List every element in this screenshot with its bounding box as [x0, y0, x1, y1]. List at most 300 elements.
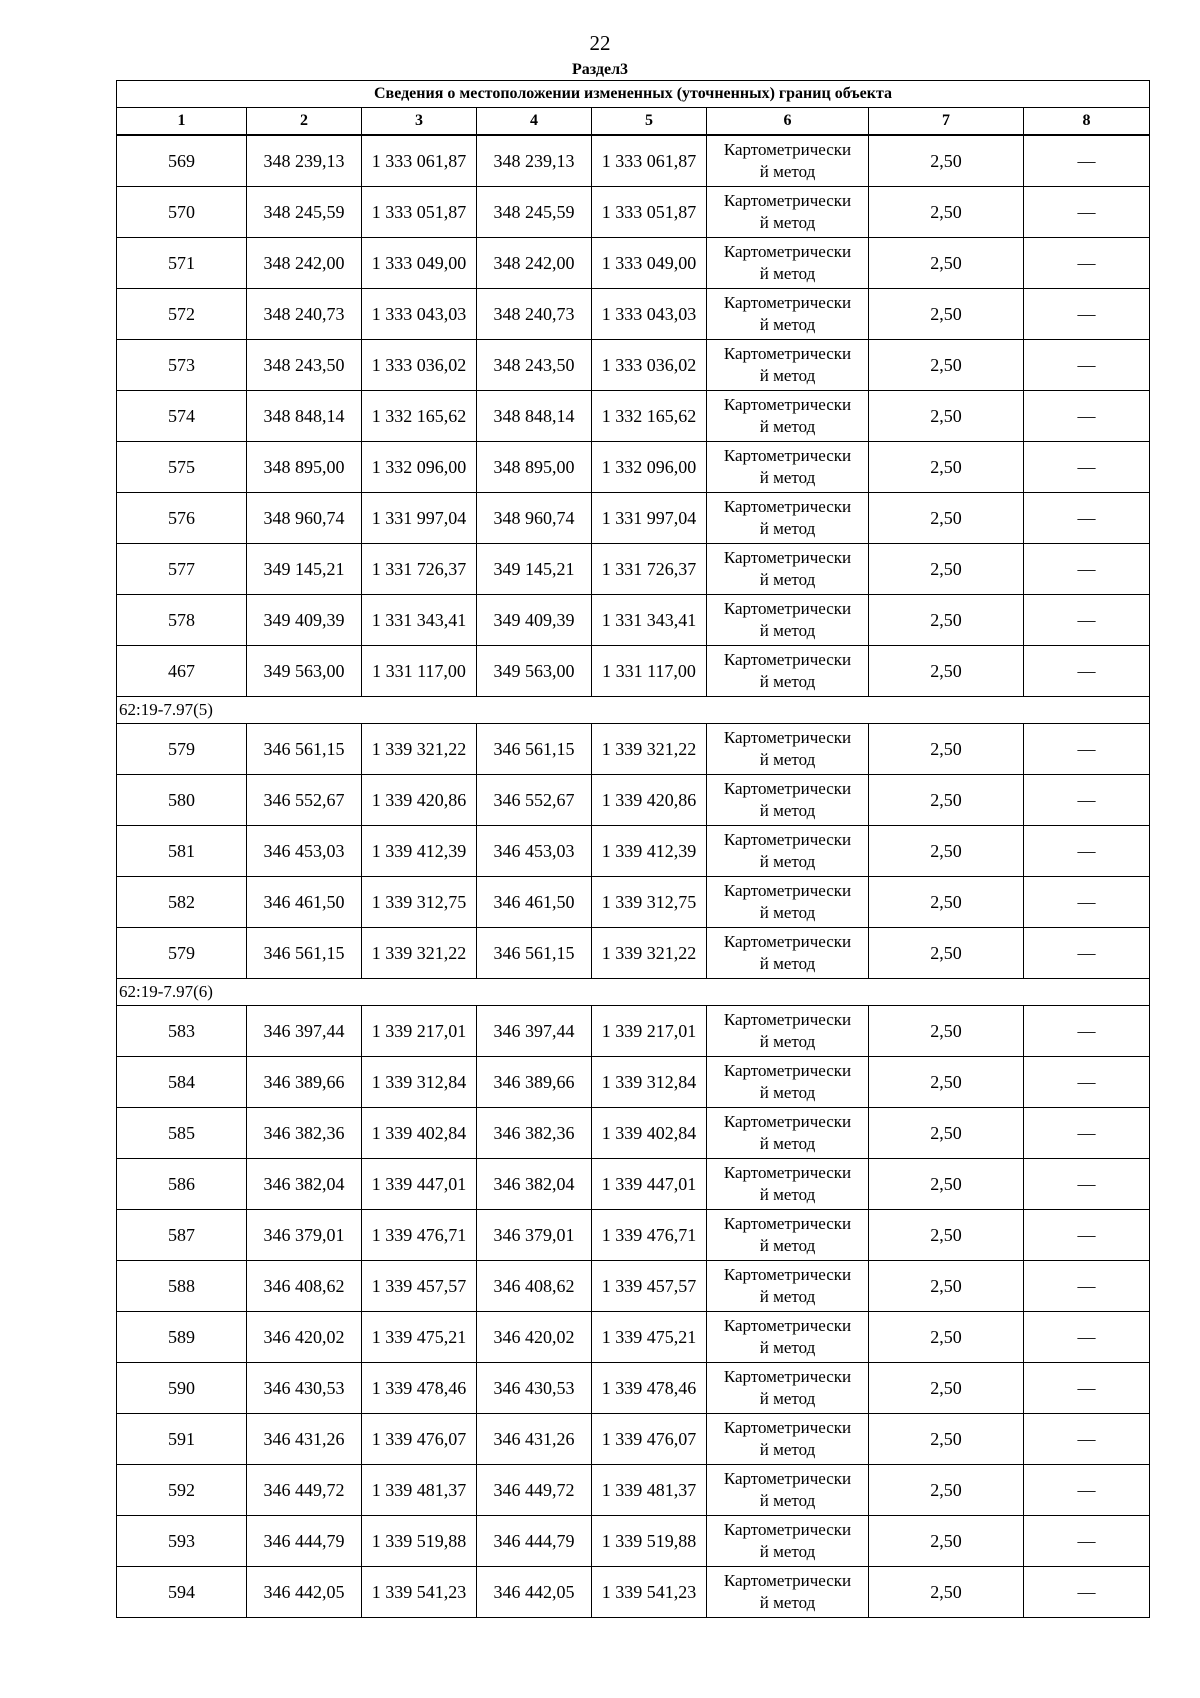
description-cell: — [1024, 187, 1150, 238]
y-new-cell: 1 333 051,87 [592, 187, 707, 238]
x-existing-cell: 346 430,53 [247, 1363, 362, 1414]
y-new-cell: 1 339 476,71 [592, 1210, 707, 1261]
method-cell [707, 493, 869, 544]
description-cell: — [1024, 1159, 1150, 1210]
description-cell: — [1024, 1261, 1150, 1312]
x-existing-cell: 348 245,59 [247, 187, 362, 238]
table-row [117, 1465, 1150, 1516]
method-line: Картометрически [723, 1520, 852, 1539]
description-cell: — [1024, 442, 1150, 493]
method-line: Картометрически [723, 1163, 852, 1182]
x-new-cell: 348 242,00 [477, 238, 592, 289]
table-row [117, 1567, 1150, 1618]
x-existing-cell: 348 242,00 [247, 238, 362, 289]
y-existing-cell: 1 331 117,00 [362, 646, 477, 697]
y-new-cell: 1 331 117,00 [592, 646, 707, 697]
table-row [117, 289, 1150, 340]
group-label: 62:19-7.97(6) [117, 979, 1150, 1006]
page-number: 22 [589, 31, 611, 55]
method-cell [707, 1210, 869, 1261]
method-line: й метод [759, 315, 816, 334]
x-new-cell: 346 461,50 [477, 877, 592, 928]
method-line: й метод [759, 1593, 816, 1612]
x-existing-cell: 346 389,66 [247, 1057, 362, 1108]
method-cell [707, 544, 869, 595]
point-number-cell: 592 [117, 1465, 247, 1516]
y-new-cell: 1 339 447,01 [592, 1159, 707, 1210]
x-new-cell: 349 563,00 [477, 646, 592, 697]
method-cell [707, 1261, 869, 1312]
y-new-cell: 1 339 412,39 [592, 826, 707, 877]
x-existing-cell: 348 895,00 [247, 442, 362, 493]
table-row [117, 1006, 1150, 1057]
y-existing-cell: 1 331 726,37 [362, 544, 477, 595]
method-line: Картометрически [723, 1214, 852, 1233]
point-number-cell: 587 [117, 1210, 247, 1261]
accuracy-cell: 2,50 [869, 1312, 1024, 1363]
description-cell: — [1024, 340, 1150, 391]
x-new-cell: 346 442,05 [477, 1567, 592, 1618]
x-new-cell: 346 561,15 [477, 928, 592, 979]
y-existing-cell: 1 339 519,88 [362, 1516, 477, 1567]
y-existing-cell: 1 339 321,22 [362, 928, 477, 979]
y-existing-cell: 1 332 165,62 [362, 391, 477, 442]
y-new-cell: 1 332 096,00 [592, 442, 707, 493]
accuracy-cell: 2,50 [869, 775, 1024, 826]
point-number-cell: 576 [117, 493, 247, 544]
y-new-cell: 1 339 541,23 [592, 1567, 707, 1618]
x-new-cell: 346 552,67 [477, 775, 592, 826]
y-new-cell: 1 339 476,07 [592, 1414, 707, 1465]
table-row [117, 877, 1150, 928]
point-number-cell: 590 [117, 1363, 247, 1414]
x-new-cell: 346 453,03 [477, 826, 592, 877]
x-existing-cell: 346 420,02 [247, 1312, 362, 1363]
description-cell: — [1024, 238, 1150, 289]
method-cell [707, 187, 869, 238]
method-line: й метод [759, 417, 816, 436]
accuracy-cell: 2,50 [869, 877, 1024, 928]
description-cell: — [1024, 877, 1150, 928]
x-existing-cell: 346 444,79 [247, 1516, 362, 1567]
column-number-row [117, 108, 1150, 136]
x-new-cell: 349 145,21 [477, 544, 592, 595]
point-number-cell: 581 [117, 826, 247, 877]
table-row [117, 775, 1150, 826]
table-row [117, 595, 1150, 646]
y-new-cell: 1 339 321,22 [592, 724, 707, 775]
x-new-cell: 346 449,72 [477, 1465, 592, 1516]
method-cell [707, 289, 869, 340]
description-cell: — [1024, 1363, 1150, 1414]
method-line: й метод [759, 1236, 816, 1255]
point-number-cell: 571 [117, 238, 247, 289]
method-line: й метод [759, 903, 816, 922]
x-new-cell: 348 243,50 [477, 340, 592, 391]
x-existing-cell: 346 382,36 [247, 1108, 362, 1159]
accuracy-cell: 2,50 [869, 187, 1024, 238]
coordinates-table [116, 80, 1150, 1618]
method-cell [707, 775, 869, 826]
method-line: Картометрически [723, 1112, 852, 1131]
accuracy-cell: 2,50 [869, 289, 1024, 340]
x-new-cell: 346 444,79 [477, 1516, 592, 1567]
column-number: 7 [869, 108, 1024, 136]
y-new-cell: 1 331 343,41 [592, 595, 707, 646]
table-row [117, 493, 1150, 544]
table-row [117, 1057, 1150, 1108]
point-number-cell: 594 [117, 1567, 247, 1618]
method-line: Картометрически [723, 1367, 852, 1386]
y-existing-cell: 1 339 541,23 [362, 1567, 477, 1618]
point-number-cell: 585 [117, 1108, 247, 1159]
x-existing-cell: 349 145,21 [247, 544, 362, 595]
method-line: й метод [759, 1287, 816, 1306]
method-line: Картометрически [723, 599, 852, 618]
x-existing-cell: 346 552,67 [247, 775, 362, 826]
point-number-cell: 572 [117, 289, 247, 340]
method-line: Картометрически [723, 293, 852, 312]
column-number: 1 [117, 108, 247, 136]
y-existing-cell: 1 331 997,04 [362, 493, 477, 544]
y-existing-cell: 1 339 476,07 [362, 1414, 477, 1465]
column-number: 2 [247, 108, 362, 136]
method-line: й метод [759, 366, 816, 385]
method-cell [707, 1108, 869, 1159]
y-existing-cell: 1 332 096,00 [362, 442, 477, 493]
point-number-cell: 586 [117, 1159, 247, 1210]
method-line: й метод [759, 1083, 816, 1102]
point-number-cell: 467 [117, 646, 247, 697]
y-existing-cell: 1 339 412,39 [362, 826, 477, 877]
method-line: й метод [759, 1440, 816, 1459]
x-new-cell: 348 245,59 [477, 187, 592, 238]
point-number-cell: 593 [117, 1516, 247, 1567]
x-new-cell: 346 379,01 [477, 1210, 592, 1261]
method-cell [707, 135, 869, 187]
table-caption-row [117, 81, 1150, 108]
x-new-cell: 346 382,04 [477, 1159, 592, 1210]
description-cell: — [1024, 646, 1150, 697]
accuracy-cell: 2,50 [869, 1159, 1024, 1210]
method-cell [707, 340, 869, 391]
accuracy-cell: 2,50 [869, 340, 1024, 391]
section-title: Раздел3 [571, 61, 629, 78]
accuracy-cell: 2,50 [869, 1567, 1024, 1618]
point-number-cell: 579 [117, 724, 247, 775]
method-line: й метод [759, 570, 816, 589]
method-line: Картометрически [723, 1265, 852, 1284]
description-cell: — [1024, 826, 1150, 877]
x-existing-cell: 346 449,72 [247, 1465, 362, 1516]
method-line: Картометрически [723, 1316, 852, 1335]
point-number-cell: 589 [117, 1312, 247, 1363]
y-existing-cell: 1 339 481,37 [362, 1465, 477, 1516]
method-line: й метод [759, 1032, 816, 1051]
method-line: й метод [759, 1542, 816, 1561]
table-row [117, 544, 1150, 595]
column-number: 5 [592, 108, 707, 136]
description-cell: — [1024, 1516, 1150, 1567]
method-cell [707, 238, 869, 289]
y-new-cell: 1 339 312,84 [592, 1057, 707, 1108]
description-cell: — [1024, 595, 1150, 646]
x-new-cell: 346 397,44 [477, 1006, 592, 1057]
method-line: Картометрически [723, 650, 852, 669]
x-existing-cell: 348 243,50 [247, 340, 362, 391]
y-new-cell: 1 333 043,03 [592, 289, 707, 340]
point-number-cell: 591 [117, 1414, 247, 1465]
accuracy-cell: 2,50 [869, 595, 1024, 646]
y-new-cell: 1 339 481,37 [592, 1465, 707, 1516]
y-new-cell: 1 333 061,87 [592, 135, 707, 187]
y-existing-cell: 1 333 043,03 [362, 289, 477, 340]
description-cell: — [1024, 135, 1150, 187]
accuracy-cell: 2,50 [869, 826, 1024, 877]
y-existing-cell: 1 339 402,84 [362, 1108, 477, 1159]
column-number: 3 [362, 108, 477, 136]
y-new-cell: 1 339 402,84 [592, 1108, 707, 1159]
table-row [117, 1108, 1150, 1159]
table-row [117, 391, 1150, 442]
description-cell: — [1024, 1465, 1150, 1516]
y-new-cell: 1 333 049,00 [592, 238, 707, 289]
x-new-cell: 348 895,00 [477, 442, 592, 493]
x-new-cell: 346 431,26 [477, 1414, 592, 1465]
method-line: Картометрически [723, 932, 852, 951]
method-line: Картометрически [723, 140, 852, 159]
method-line: й метод [759, 1491, 816, 1510]
y-existing-cell: 1 333 036,02 [362, 340, 477, 391]
description-cell: — [1024, 1006, 1150, 1057]
method-line: й метод [759, 672, 816, 691]
description-cell: — [1024, 1108, 1150, 1159]
method-line: Картометрически [723, 497, 852, 516]
accuracy-cell: 2,50 [869, 238, 1024, 289]
y-new-cell: 1 332 165,62 [592, 391, 707, 442]
accuracy-cell: 2,50 [869, 1414, 1024, 1465]
table-row [117, 928, 1150, 979]
method-line: Картометрически [723, 1418, 852, 1437]
y-new-cell: 1 331 997,04 [592, 493, 707, 544]
method-line: Картометрически [723, 728, 852, 747]
y-new-cell: 1 339 519,88 [592, 1516, 707, 1567]
method-line: й метод [759, 750, 816, 769]
x-new-cell: 348 960,74 [477, 493, 592, 544]
accuracy-cell: 2,50 [869, 1363, 1024, 1414]
method-line: Картометрически [723, 830, 852, 849]
x-new-cell: 348 848,14 [477, 391, 592, 442]
method-line: й метод [759, 801, 816, 820]
y-existing-cell: 1 331 343,41 [362, 595, 477, 646]
method-cell [707, 1363, 869, 1414]
method-line: й метод [759, 162, 816, 181]
method-cell [707, 391, 869, 442]
x-new-cell: 346 389,66 [477, 1057, 592, 1108]
x-new-cell: 349 409,39 [477, 595, 592, 646]
x-existing-cell: 346 561,15 [247, 724, 362, 775]
method-line: Картометрически [723, 548, 852, 567]
y-new-cell: 1 339 217,01 [592, 1006, 707, 1057]
method-cell [707, 1414, 869, 1465]
x-new-cell: 346 430,53 [477, 1363, 592, 1414]
description-cell: — [1024, 775, 1150, 826]
y-existing-cell: 1 339 217,01 [362, 1006, 477, 1057]
method-line: й метод [759, 264, 816, 283]
x-existing-cell: 346 431,26 [247, 1414, 362, 1465]
x-new-cell: 346 408,62 [477, 1261, 592, 1312]
y-new-cell: 1 339 475,21 [592, 1312, 707, 1363]
table-row [117, 724, 1150, 775]
x-existing-cell: 346 408,62 [247, 1261, 362, 1312]
table-row [117, 238, 1150, 289]
y-existing-cell: 1 339 457,57 [362, 1261, 477, 1312]
method-line: й метод [759, 852, 816, 871]
method-line: й метод [759, 1338, 816, 1357]
y-new-cell: 1 339 321,22 [592, 928, 707, 979]
point-number-cell: 570 [117, 187, 247, 238]
y-existing-cell: 1 339 312,84 [362, 1057, 477, 1108]
method-line: Картометрически [723, 1010, 852, 1029]
x-existing-cell: 346 397,44 [247, 1006, 362, 1057]
point-number-cell: 578 [117, 595, 247, 646]
accuracy-cell: 2,50 [869, 391, 1024, 442]
y-new-cell: 1 339 457,57 [592, 1261, 707, 1312]
method-cell [707, 1057, 869, 1108]
point-number-cell: 588 [117, 1261, 247, 1312]
x-new-cell: 346 382,36 [477, 1108, 592, 1159]
method-line: й метод [759, 1134, 816, 1153]
method-cell [707, 724, 869, 775]
method-cell [707, 1006, 869, 1057]
x-new-cell: 348 239,13 [477, 135, 592, 187]
accuracy-cell: 2,50 [869, 724, 1024, 775]
method-line: Картометрически [723, 1469, 852, 1488]
group-row [117, 979, 1150, 1006]
method-cell [707, 442, 869, 493]
point-number-cell: 580 [117, 775, 247, 826]
point-number-cell: 579 [117, 928, 247, 979]
column-number: 4 [477, 108, 592, 136]
method-cell [707, 826, 869, 877]
table-body [117, 135, 1150, 1618]
column-number: 8 [1024, 108, 1150, 136]
accuracy-cell: 2,50 [869, 544, 1024, 595]
accuracy-cell: 2,50 [869, 442, 1024, 493]
method-line: Картометрически [723, 1571, 852, 1590]
method-cell [707, 877, 869, 928]
table-row [117, 442, 1150, 493]
x-existing-cell: 348 240,73 [247, 289, 362, 340]
accuracy-cell: 2,50 [869, 135, 1024, 187]
table-row [117, 1159, 1150, 1210]
y-existing-cell: 1 333 051,87 [362, 187, 477, 238]
x-existing-cell: 349 409,39 [247, 595, 362, 646]
point-number-cell: 577 [117, 544, 247, 595]
x-new-cell: 346 561,15 [477, 724, 592, 775]
method-line: й метод [759, 1389, 816, 1408]
method-line: Картометрически [723, 242, 852, 261]
accuracy-cell: 2,50 [869, 1465, 1024, 1516]
method-cell [707, 1567, 869, 1618]
method-cell [707, 1516, 869, 1567]
description-cell: — [1024, 1057, 1150, 1108]
description-cell: — [1024, 1567, 1150, 1618]
accuracy-cell: 2,50 [869, 1261, 1024, 1312]
method-line: й метод [759, 468, 816, 487]
group-label: 62:19-7.97(5) [117, 697, 1150, 724]
table-row [117, 340, 1150, 391]
y-existing-cell: 1 339 312,75 [362, 877, 477, 928]
method-line: Картометрически [723, 344, 852, 363]
description-cell: — [1024, 391, 1150, 442]
method-cell [707, 1312, 869, 1363]
table-caption: Сведения о местоположении измененных (уточненных) границ объекта [117, 81, 1150, 108]
y-existing-cell: 1 333 049,00 [362, 238, 477, 289]
y-new-cell: 1 331 726,37 [592, 544, 707, 595]
x-existing-cell: 348 848,14 [247, 391, 362, 442]
y-new-cell: 1 333 036,02 [592, 340, 707, 391]
method-line: й метод [759, 1185, 816, 1204]
accuracy-cell: 2,50 [869, 1516, 1024, 1567]
y-new-cell: 1 339 312,75 [592, 877, 707, 928]
point-number-cell: 574 [117, 391, 247, 442]
x-existing-cell: 346 561,15 [247, 928, 362, 979]
method-line: й метод [759, 519, 816, 538]
x-existing-cell: 348 239,13 [247, 135, 362, 187]
table-row [117, 1210, 1150, 1261]
method-cell [707, 595, 869, 646]
y-existing-cell: 1 339 478,46 [362, 1363, 477, 1414]
accuracy-cell: 2,50 [869, 1006, 1024, 1057]
table-row [117, 826, 1150, 877]
method-line: Картометрически [723, 446, 852, 465]
method-cell [707, 646, 869, 697]
x-existing-cell: 348 960,74 [247, 493, 362, 544]
method-cell [707, 1159, 869, 1210]
accuracy-cell: 2,50 [869, 1210, 1024, 1261]
description-cell: — [1024, 1210, 1150, 1261]
description-cell: — [1024, 544, 1150, 595]
table-row [117, 1363, 1150, 1414]
table-row [117, 646, 1150, 697]
table-row [117, 1261, 1150, 1312]
method-line: Картометрически [723, 1061, 852, 1080]
group-row [117, 697, 1150, 724]
x-existing-cell: 346 442,05 [247, 1567, 362, 1618]
x-existing-cell: 346 453,03 [247, 826, 362, 877]
method-line: Картометрически [723, 395, 852, 414]
accuracy-cell: 2,50 [869, 1057, 1024, 1108]
accuracy-cell: 2,50 [869, 928, 1024, 979]
y-existing-cell: 1 339 420,86 [362, 775, 477, 826]
accuracy-cell: 2,50 [869, 1108, 1024, 1159]
x-existing-cell: 349 563,00 [247, 646, 362, 697]
table-row [117, 1414, 1150, 1465]
x-existing-cell: 346 382,04 [247, 1159, 362, 1210]
description-cell: — [1024, 493, 1150, 544]
method-line: Картометрически [723, 191, 852, 210]
description-cell: — [1024, 928, 1150, 979]
y-existing-cell: 1 339 475,21 [362, 1312, 477, 1363]
accuracy-cell: 2,50 [869, 493, 1024, 544]
y-new-cell: 1 339 478,46 [592, 1363, 707, 1414]
method-line: й метод [759, 954, 816, 973]
point-number-cell: 583 [117, 1006, 247, 1057]
method-cell [707, 1465, 869, 1516]
method-line: й метод [759, 213, 816, 232]
method-line: Картометрически [723, 881, 852, 900]
